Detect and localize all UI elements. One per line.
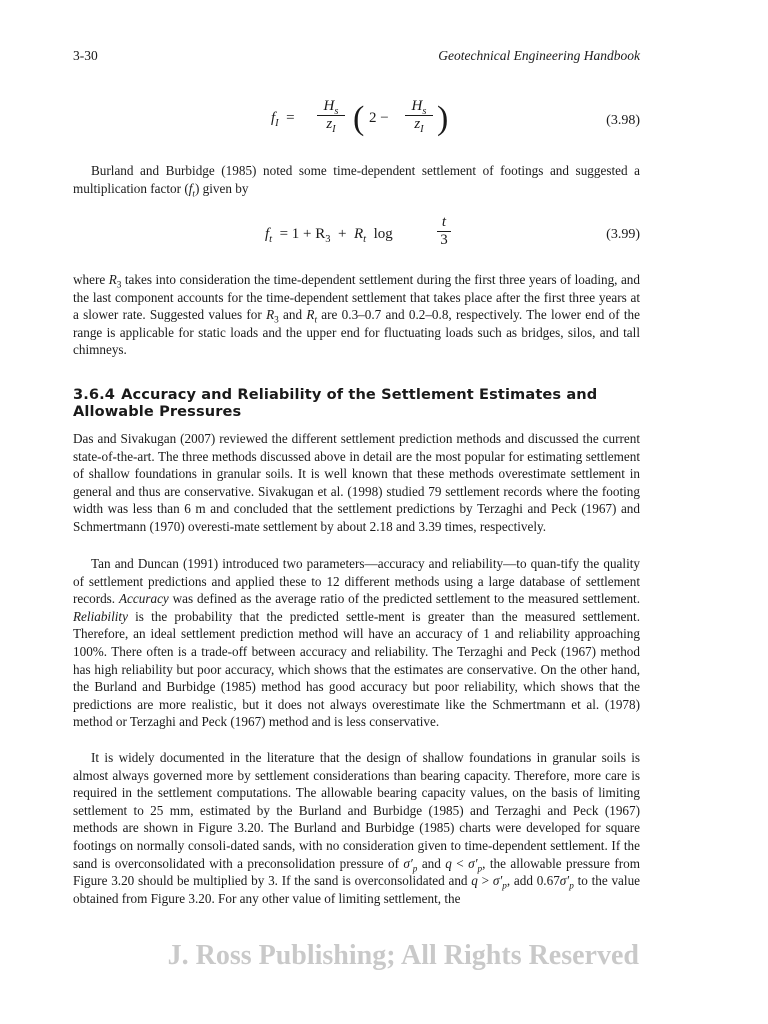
paragraph-3: Das and Sivakugan (2007) reviewed the different settlement prediction methods and discussed the current state-of-the-art. The three methods discussed above in detail are the most popular for estimating settlement of shallow foundations in granular soils. It is well known that these methods overestimate settlement in general and thus are conservative. Sivakugan et al. (1998) studied 79 settlement records where the footing width was less than 6 m and concluded that the settlement predictions by Terzaghi and Peck (1967) and Schmertmann (1970) overesti-mate settlement by about 2.18 and 3.39 times, respectively. — [73, 431, 640, 534]
eq398-paren-right: ) — [437, 100, 449, 137]
paragraph-4: Tan and Duncan (1991) introduced two parameters—accuracy and reliability—to quan-tify the quality of settlement predictions and applied these to 12 different methods using a large database of settlement records. Accuracy was defined as the average ratio of the predicted settlement to the measured settlement. Reliability is the probability that the predicted settle-ment is greater than the measured settlement. Therefore, an ideal settlement prediction method will have an accuracy of 1 and reliability approaching 100%. There often is a trade-off between accuracy and reliability. The Terzaghi and Peck (1967) method has high reliability but poor accuracy, which shows that the estimates are conservative. On the other hand, the Burland and Burbidge (1985) method has good accuracy but poor reliability, which shows that the predictions are more realistic, but it does not always overestimate like the Schmertmann et al. (1978) method or Terzaghi and Peck (1967) method and is less conservative. — [73, 556, 640, 730]
eq398-paren-left: ( — [353, 100, 365, 137]
equation-3-99 — [73, 214, 640, 258]
paragraph-5: It is widely documented in the literature that the design of shallow foundations in granular soils is almost always governed more by settlement considerations than bearing capacity. Therefore, more care is required in the settlement computations. The allowable bearing capacity values, on the basis of limiting settlement to 25 mm, estimated by the Burland and Burbidge (1985) and Terzaghi and Peck (1967) methods are shown in Figure 3.20. The Burland and Burbidge (1985) charts were developed for square footings on normally consoli-dated sands, with no consideration given to time-dependent settlement. If the sand is overconsolidated with a preconsolidation pressure of $\sigma'_p$ and $q < \sigma'_p$, the allowable pressure from Figure 3.20 should be multiplied by 3. If the sand is overconsolidated and $q > \sigma'_p$, add $0.67\sigma'_p$ to the value obtained from Figure 3.20. For any other value of limiting settlement, the — [73, 750, 641, 906]
eq398-number: (3.98) — [606, 113, 640, 128]
eq398-fraction-1: $\frac{H_s}{z_I}$ — [317, 98, 345, 133]
section-heading: 3.6.4 Accuracy and Reliability of the Settlement Estimates and Allowable Pressures — [73, 386, 598, 420]
watermark: J. Ross Publishing; All Rights Reserved — [167, 940, 639, 971]
equation-3-98 — [73, 98, 640, 148]
page-number: 3-30 — [73, 48, 98, 63]
eq398-fraction-2: $\frac{H_s}{z_I}$ — [405, 98, 433, 133]
eq399-number: (3.99) — [606, 227, 640, 242]
eq399-fraction: $\frac{t}{3}$ — [437, 214, 451, 249]
eq398-lhs: $f_I$ = — [271, 110, 295, 129]
running-title: Geotechnical Engineering Handbook — [438, 48, 640, 63]
eq398-two-minus: 2 − — [369, 110, 389, 126]
eq399-expression: $f_t = 1 + R_3 + R_t$ log — [265, 226, 393, 245]
paragraph-2: where $R_3$ takes into consideration the time-dependent settlement during the first three years of loading, and the last component accounts for the time-dependent settlement that takes place after the first three years at a slower rate. Suggested values for $R_3$ and $R_t$ are 0.3–0.7 and 0.2–0.8, respectively. The lower end of the range is applicable for static loads and the upper end for fluctuating loads such as bridges, silos, and tall chimneys. — [73, 272, 640, 358]
paragraph-1: Burland and Burbidge (1985) noted some time-dependent settlement of footings and suggested a multiplication factor $(f_t)$ given by — [73, 163, 640, 199]
